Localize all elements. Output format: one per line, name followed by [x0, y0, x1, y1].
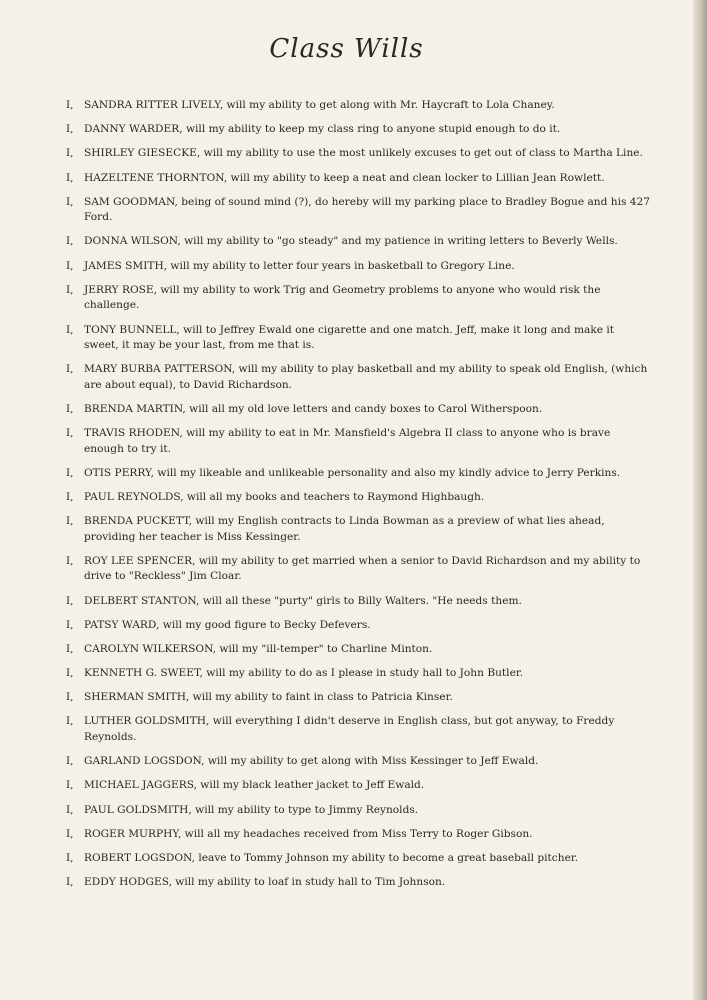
- will-text: HAZELTENE THORNTON, will my ability to keep a neat and clean locker to Lillian Jean Rowlett.: [84, 171, 605, 184]
- will-prefix: I,: [66, 402, 74, 415]
- will-item: [66, 490, 650, 506]
- will-text: JAMES SMITH, will my ability to letter four years in basketball to Gregory Line.: [84, 259, 515, 272]
- will-item: [66, 827, 650, 843]
- will-prefix: I,: [66, 123, 74, 136]
- will-text: DELBERT STANTON, will all these "purty" girls to Billy Walters. "He needs them.: [84, 594, 522, 607]
- will-prefix: I,: [66, 594, 74, 607]
- will-item: [66, 195, 650, 226]
- will-text: ROGER MURPHY, will all my headaches received from Miss Terry to Roger Gibson.: [84, 827, 533, 840]
- will-item: [66, 714, 650, 745]
- will-item: [66, 426, 650, 457]
- will-prefix: I,: [66, 715, 74, 728]
- will-text: ROY LEE SPENCER, will my ability to get married when a senior to David Richardson and my ability to drive to "Reckless" Jim Cloar.: [84, 554, 641, 583]
- will-prefix: I,: [66, 171, 74, 184]
- will-prefix: I,: [66, 827, 74, 840]
- will-prefix: I,: [66, 427, 74, 440]
- will-text: OTIS PERRY, will my likeable and unlikeable personality and also my kindly advice to Jerry Perkins.: [84, 466, 621, 479]
- will-item: [66, 171, 650, 187]
- page-edge: [693, 0, 707, 1000]
- will-item: [66, 754, 650, 770]
- will-text: BRENDA MARTIN, will all my old love letters and candy boxes to Carol Witherspoon.: [84, 402, 543, 415]
- will-text: SHIRLEY GIESECKE, will my ability to use the most unlikely excuses to get out of class to Martha Line.: [84, 147, 643, 160]
- will-text: ROBERT LOGSDON, leave to Tommy Johnson my ability to become a great baseball pitcher.: [84, 851, 579, 864]
- will-prefix: I,: [66, 803, 74, 816]
- will-item: [66, 666, 650, 682]
- will-text: KENNETH G. SWEET, will my ability to do as I please in study hall to John Butler.: [84, 667, 524, 680]
- will-text: PATSY WARD, will my good figure to Becky Defevers.: [84, 618, 371, 631]
- will-prefix: I,: [66, 691, 74, 704]
- page-title: Class Wills: [269, 34, 424, 64]
- will-prefix: I,: [66, 490, 74, 503]
- will-text: GARLAND LOGSDON, will my ability to get along with Miss Kessinger to Jeff Ewald.: [84, 755, 539, 768]
- will-item: [66, 466, 650, 482]
- will-text: LUTHER GOLDSMITH, will everything I didn't deserve in English class, but got anyway, to Freddy Reynolds.: [84, 715, 615, 743]
- will-item: [66, 690, 650, 706]
- will-text: TONY BUNNELL, will to Jeffrey Ewald one cigarette and one match. Jeff, make it long and make it sweet, it may be your last, from me that is.: [84, 323, 615, 351]
- will-item: [66, 778, 650, 794]
- will-item: [66, 259, 650, 275]
- wills-list: [66, 98, 650, 899]
- will-text: BRENDA PUCKETT, will my English contracts to Linda Bowman as a preview of what lies ahead, providing her teacher is Miss Kessinger.: [84, 515, 605, 543]
- will-item: [66, 122, 650, 138]
- will-text: JERRY ROSE, will my ability to work Trig and Geometry problems to anyone who would risk the challenge.: [84, 283, 601, 312]
- will-text: DONNA WILSON, will my ability to "go steady" and my patience in writing letters to Beverly Wells.: [84, 235, 618, 248]
- will-item: [66, 851, 650, 867]
- will-item: [66, 146, 650, 162]
- will-prefix: I,: [66, 195, 74, 208]
- will-item: [66, 875, 650, 891]
- will-text: MARY BURBA PATTERSON, will my ability to play basketball and my ability to speak old English, (which are about equal), to David Richardson.: [84, 363, 648, 391]
- will-prefix: I,: [66, 667, 74, 680]
- will-text: PAUL REYNOLDS, will all my books and teachers to Raymond Highbaugh.: [84, 490, 485, 503]
- will-item: [66, 402, 650, 418]
- will-item: [66, 594, 650, 610]
- will-prefix: I,: [66, 259, 74, 272]
- will-prefix: I,: [66, 515, 74, 528]
- will-item: [66, 618, 650, 634]
- will-text: MICHAEL JAGGERS, will my black leather jacket to Jeff Ewald.: [84, 779, 425, 792]
- will-item: [66, 803, 650, 819]
- will-text: SAM GOODMAN, being of sound mind (?), do hereby will my parking place to Bradley Bogue and his 427 Ford.: [84, 195, 651, 224]
- will-item: [66, 283, 650, 314]
- will-prefix: I,: [66, 466, 74, 479]
- will-text: TRAVIS RHODEN, will my ability to eat in Mr. Mansfield's Algebra II class to anyone who is brave enough to try it.: [84, 427, 611, 455]
- will-prefix: I,: [66, 554, 74, 567]
- will-prefix: I,: [66, 755, 74, 768]
- will-prefix: I,: [66, 99, 74, 111]
- will-prefix: I,: [66, 235, 74, 248]
- will-prefix: I,: [66, 323, 74, 336]
- will-prefix: I,: [66, 779, 74, 792]
- will-prefix: I,: [66, 851, 74, 864]
- will-item: [66, 362, 650, 393]
- will-item: [66, 642, 650, 658]
- will-item: [66, 554, 650, 585]
- will-text: CAROLYN WILKERSON, will my "ill-temper" to Charline Minton.: [84, 642, 433, 655]
- will-prefix: I,: [66, 363, 74, 376]
- will-item: [66, 514, 650, 545]
- will-prefix: I,: [66, 147, 74, 160]
- will-item: [66, 98, 650, 114]
- will-text: DANNY WARDER, will my ability to keep my class ring to anyone stupid enough to do it.: [84, 123, 561, 136]
- will-item: [66, 234, 650, 250]
- will-text: SHERMAN SMITH, will my ability to faint in class to Patricia Kinser.: [84, 691, 453, 704]
- will-prefix: I,: [66, 283, 74, 296]
- will-prefix: I,: [66, 618, 74, 631]
- will-text: PAUL GOLDSMITH, will my ability to type to Jimmy Reynolds.: [84, 803, 419, 816]
- will-item: [66, 323, 650, 354]
- will-text: EDDY HODGES, will my ability to loaf in study hall to Tim Johnson.: [84, 876, 446, 889]
- will-prefix: I,: [66, 642, 74, 655]
- will-text: SANDRA RITTER LIVELY, will my ability to get along with Mr. Haycraft to Lola Chaney.: [84, 99, 555, 111]
- will-prefix: I,: [66, 876, 74, 889]
